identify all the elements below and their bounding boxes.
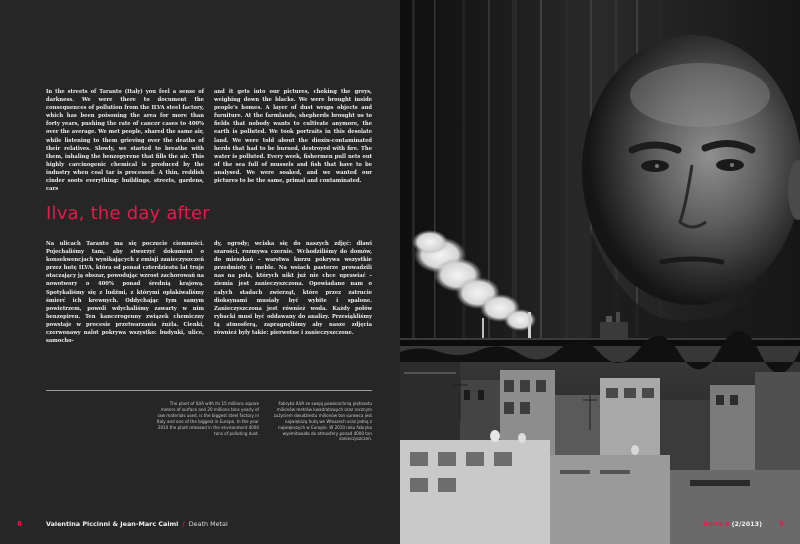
magazine-brand: Aorta bbox=[703, 520, 724, 528]
left-footer bbox=[0, 518, 400, 532]
caption-polish: Fabryka ILVA ze swoją powierzchnią piętnastu milionów metrów kwadratowych oraz rocznym zużyciem dwudziestu milionów ton surowca jest największą hutą we Włoszech oraz jedną z największych w Europie. W 2010 roku fabryka wyemitowała do atmosfery ponad 4000 ton zanieczyszczeń. bbox=[273, 401, 372, 442]
caption-divider bbox=[46, 390, 372, 391]
english-paragraph-2: and it gets into our pictures, choking the greys, weighing down the blacks. We were brought inside people's homes. A layer of dust wraps objects and furniture. At the farmlands, shepherds brought us to fields that nobody wants to cultivate anymore, the earth is polluted. We took portraits in this desolate land. We were told about the dioxin-contaminated herds that had to be burned, destroyed with fire. The water is polluted. Every week, fishermen pull nets out of the sea full of mussels and fish that have to be analysed. We were soaked, and we wanted our pictures to be the same, primal and contaminated. bbox=[214, 89, 372, 185]
article-headline: Ilva, the day after bbox=[46, 203, 210, 224]
english-paragraph-1: In the streets of Taranto (Italy) you feel a sense of darkness. We were there to document the consequences of pollution from the ILVA steel factory, which has been poisoning the area for more than forty years, pushing the rate of cancer cases to 400% over the average. We met people, shared the same air, while listening to them grieving over the deaths of their relatives. Slowly, we started to breathe with them, inhaling the benzopyrene that fills the air. This highly carcinogenic chemical is produced by the industry when coal tar is processed. A thin, reddish cinder soots everything: buildings, streets, gardens, cars bbox=[46, 89, 204, 193]
english-text-column-1 bbox=[46, 88, 204, 193]
section-name: Death Metal bbox=[188, 520, 228, 528]
polish-paragraph-2: dy, ogrody; wciska się do naszych zdjęć: dławi szarości, rozmywa czernie. Wchodziliśmy do domów, do mieszkań – warstwa kurzu pokrywa wszystkie przedmioty i meble. Na wsiach pasterze prowadzili nas na pola, których nikt już nie chce uprawiać – ziemia jest zanieczyszczona. Opowiadano nam o całych stadach zwierząt, które przez zatrucie dioksynami musiały być wybite i spalone. Zanieczyszczona jest również woda. Każdy połów rybacki musi być oddawany do analizy. Przesiąkliśmy tą atmosferą, zapragnęliśmy aby nasze zdjęcia również były takie: pierwotne i zanieczyszczone. bbox=[214, 241, 372, 337]
footer-credits bbox=[46, 520, 228, 528]
magazine-issue bbox=[703, 520, 762, 528]
issue-year: (2/2013) bbox=[731, 520, 762, 528]
right-page bbox=[400, 0, 800, 544]
polish-text-column-1 bbox=[46, 240, 204, 345]
portrait-cityscape-photo bbox=[400, 0, 800, 544]
polish-text-column-2 bbox=[214, 240, 372, 337]
english-text-column-2 bbox=[214, 88, 372, 185]
issue-number: 6 bbox=[725, 520, 730, 528]
caption-english: The plant of ILVA with its 15 millions square meters of surface and 20 millions tons yearly of raw materials used, is the biggest steel factory in Italy and one of the biggest in Europe. In the year 2010 the plant released in the environment 4000 tons of polluting dust. bbox=[156, 401, 259, 436]
author-names: Valentina Piccinni & Jean-Marc Caimi bbox=[46, 520, 179, 528]
footer-slash: / bbox=[182, 520, 185, 528]
page-number-left: 8 bbox=[17, 520, 22, 528]
page-number-right: 9 bbox=[779, 520, 784, 528]
polish-paragraph-1: Na ulicach Taranto ma się poczucie ciemności. Pojechaliśmy tam, aby stworzyć dokument o konsekwencjach wynikających z emisji zanieczyszczeń przez hutę ILVA, która od ponad czterdziestu lat truje otaczający ją obszar, powodując wzrost zachorowań na nowotwory o 400% ponad średnią krajową. Spotykaliśmy się z ludźmi, z którymi opłakiwaliśmy śmierć ich krewnych. Oddychając tym samym powietrzem, powoli wdychaliśmy zawarty w nim benzopiren. Ten kancerogenny związek chemiczny powstaje w procesie przetwarzania żużla. Cienki, czerwonawy nalot pokrywa wszystko: budynki, ulice, samocho- bbox=[46, 241, 204, 345]
right-footer bbox=[400, 518, 800, 532]
